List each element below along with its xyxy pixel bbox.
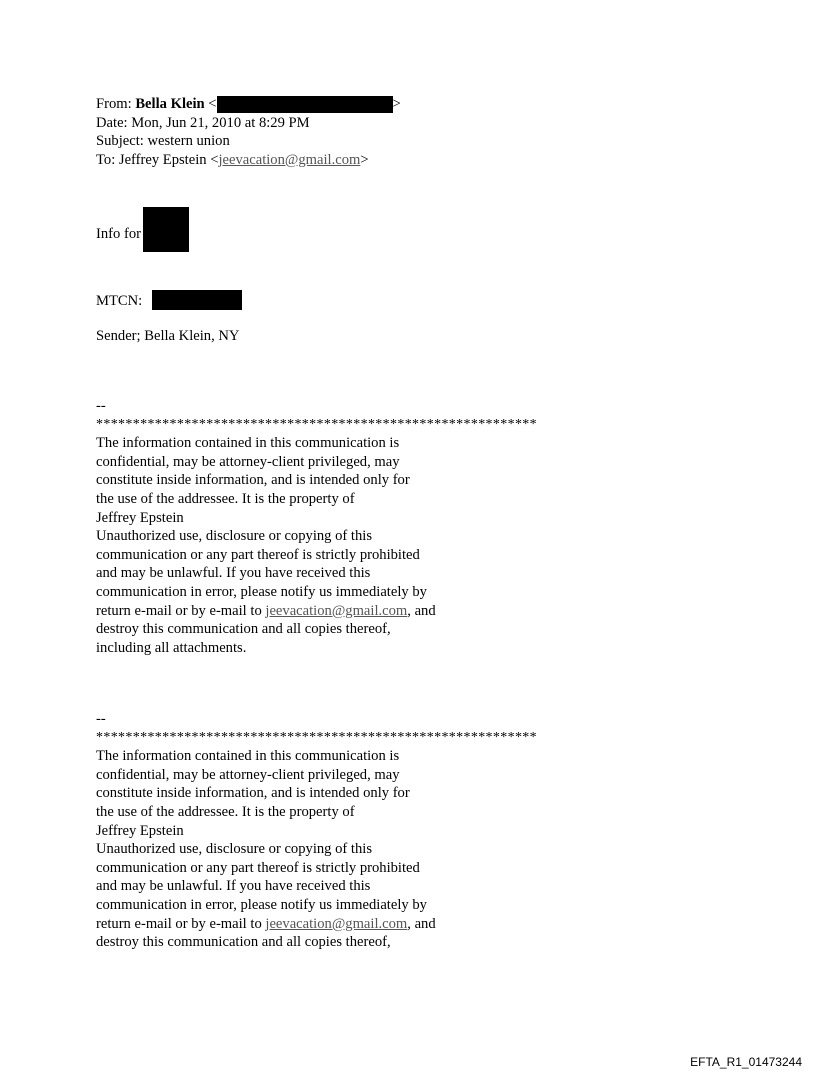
disclaimer-line: and may be unlawful. If you have received this	[96, 878, 371, 895]
from-close-bracket: >	[392, 96, 401, 112]
sender-line: Sender; Bella Klein, NY	[96, 328, 240, 344]
disclaimer-line: destroy this communication and all copies thereof,	[96, 934, 391, 951]
disclaimer-email-link[interactable]: jeevacation@gmail.com	[265, 602, 408, 619]
disclaimer-line: Jeffrey Epstein	[96, 509, 184, 526]
from-name: Bella Klein	[135, 96, 205, 112]
disclaimer-email-line	[96, 602, 537, 621]
to-prefix: To: Jeffrey Epstein <	[96, 151, 219, 168]
signature-dash: --	[96, 711, 106, 727]
disclaimer-line: communication in error, please notify us immediately by	[96, 896, 427, 913]
disclaimer-email-line	[96, 915, 537, 934]
to-email-link[interactable]: jeevacation@gmail.com	[218, 151, 361, 168]
to-line	[96, 151, 401, 170]
email-line-suffix: , and	[407, 602, 436, 619]
disclaimer-line: constitute inside information, and is intended only for	[96, 785, 410, 802]
email-line-prefix: return e-mail or by e-mail to	[96, 915, 266, 932]
disclaimer-line: destroy this communication and all copies thereof,	[96, 621, 391, 638]
disclaimer-line: communication or any part thereof is strictly prohibited	[96, 859, 420, 876]
info-for-label: Info for	[96, 226, 141, 242]
info-for-line	[96, 207, 189, 252]
disclaimer-block	[96, 397, 537, 657]
disclaimer-line: communication in error, please notify us immediately by	[96, 583, 427, 600]
from-open-bracket: <	[204, 96, 217, 112]
disclaimer-line: confidential, may be attorney-client privileged, may	[96, 766, 400, 783]
disclaimer-line: and may be unlawful. If you have received this	[96, 565, 371, 582]
email-line-prefix: return e-mail or by e-mail to	[96, 602, 266, 619]
document-id: EFTA_R1_01473244	[690, 1055, 802, 1069]
subject-line: Subject: western union	[96, 133, 230, 150]
mtcn-label: MTCN:	[96, 293, 143, 309]
from-line	[96, 95, 401, 114]
disclaimer-line: Jeffrey Epstein	[96, 822, 184, 839]
redaction-box	[143, 207, 189, 252]
signature-dash: --	[96, 398, 106, 414]
disclaimer-line: constitute inside information, and is intended only for	[96, 472, 410, 489]
disclaimer-block	[96, 710, 537, 952]
disclaimer-line: including all attachments.	[96, 639, 247, 656]
redaction-box	[217, 96, 393, 113]
disclaimer-email-link[interactable]: jeevacation@gmail.com	[265, 915, 408, 932]
disclaimer-line: The information contained in this communication is	[96, 435, 400, 452]
email-header	[96, 95, 401, 169]
star-separator: ************************************************************	[96, 416, 537, 432]
disclaimer-line: Unauthorized use, disclosure or copying of this	[96, 528, 373, 545]
to-suffix: >	[360, 151, 369, 168]
disclaimer-line: the use of the addressee. It is the property of	[96, 803, 355, 820]
disclaimer-line: confidential, may be attorney-client privileged, may	[96, 453, 400, 470]
from-label: From:	[96, 96, 136, 112]
disclaimer-line: communication or any part thereof is strictly prohibited	[96, 546, 420, 563]
mtcn-line	[96, 290, 242, 311]
redaction-box	[152, 290, 242, 310]
disclaimer-line: Unauthorized use, disclosure or copying of this	[96, 841, 373, 858]
disclaimer-line: The information contained in this communication is	[96, 748, 400, 765]
email-line-suffix: , and	[407, 915, 436, 932]
disclaimer-line: the use of the addressee. It is the property of	[96, 490, 355, 507]
star-separator: ************************************************************	[96, 729, 537, 745]
date-line: Date: Mon, Jun 21, 2010 at 8:29 PM	[96, 114, 310, 131]
